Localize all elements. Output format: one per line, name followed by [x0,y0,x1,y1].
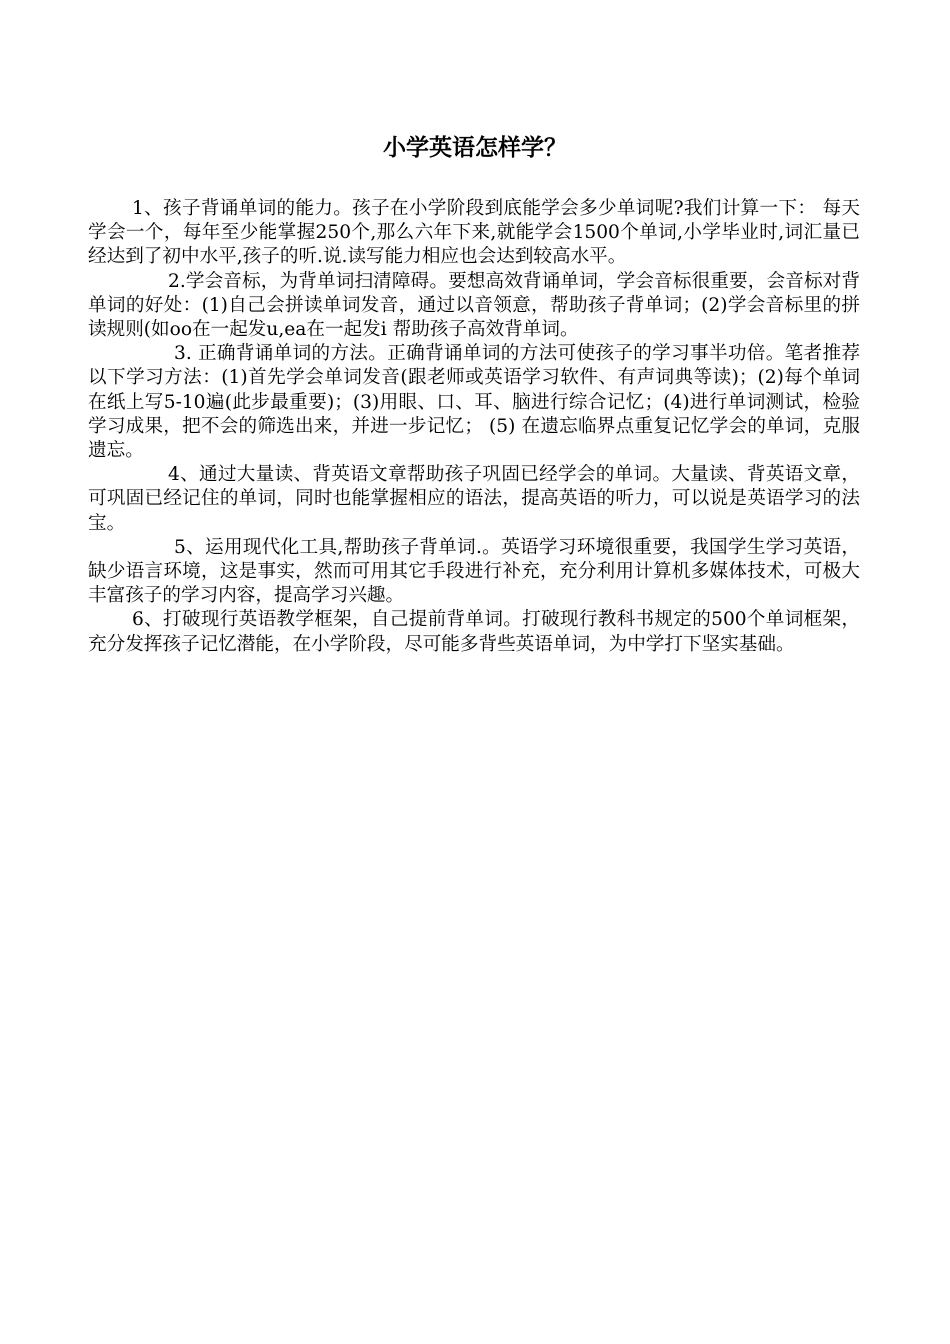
paragraph-1: 1、孩子背诵单词的能力。孩子在小学阶段到底能学会多少单词呢?我们计算一下： 每天学会一个，每年至少能掌握250个,那么六年下来,就能学会1500个单词,小学毕业时,词汇量已经达到了初中水平,孩子的听.说.读写能力相应也会达到较高水平。 [88,198,860,268]
document-title: 小学英语怎样学？ [383,134,567,161]
paragraph-4: 4、通过大量读、背英语文章帮助孩子巩固已经学会的单词。大量读、背英语文章，可巩固已经记住的单词，同时也能掌握相应的语法，提高英语的听力，可以说是英语学习的法宝。 [88,464,860,534]
document-body [88,197,860,657]
paragraph-3: 3. 正确背诵单词的方法。正确背诵单词的方法可使孩子的学习事半功倍。笔者推荐以下学习方法：(1)首先学会单词发音(跟老师或英语学习软件、有声词典等读)；(2)每个单词在纸上写5-10遍(此步最重要)；(3)用眼、口、耳、脑进行综合记忆；(4)进行单词测试，检验学习成果，把不会的筛选出来，并进一步记忆； (5) 在遗忘临界点重复记忆学会的单词，克服遗忘。 [88,343,860,462]
paragraph-6: 6、打破现行英语教学框架，自己提前背单词。打破现行教科书规定的500个单词框架，充分发挥孩子记忆潜能，在小学阶段，尽可能多背些英语单词，为中学打下坚实基础。 [88,609,860,655]
paragraph-2: 2.学会音标，为背单词扫清障碍。要想高效背诵单词，学会音标很重要，会音标对背单词的好处：(1)自己会拼读单词发音，通过以音领意，帮助孩子背单词；(2)学会音标里的拼读规则(如oo在一起发u,ea在一起发i 帮助孩子高效背单词。 [88,270,860,341]
paragraph-5: 5、运用现代化工具,帮助孩子背单词.。英语学习环境很重要，我国学生学习英语，缺少语言环境，这是事实，然而可用其它手段进行补充，充分利用计算机多媒体技术，可极大丰富孩子的学习内容，提高学习兴趣。 [88,536,860,607]
